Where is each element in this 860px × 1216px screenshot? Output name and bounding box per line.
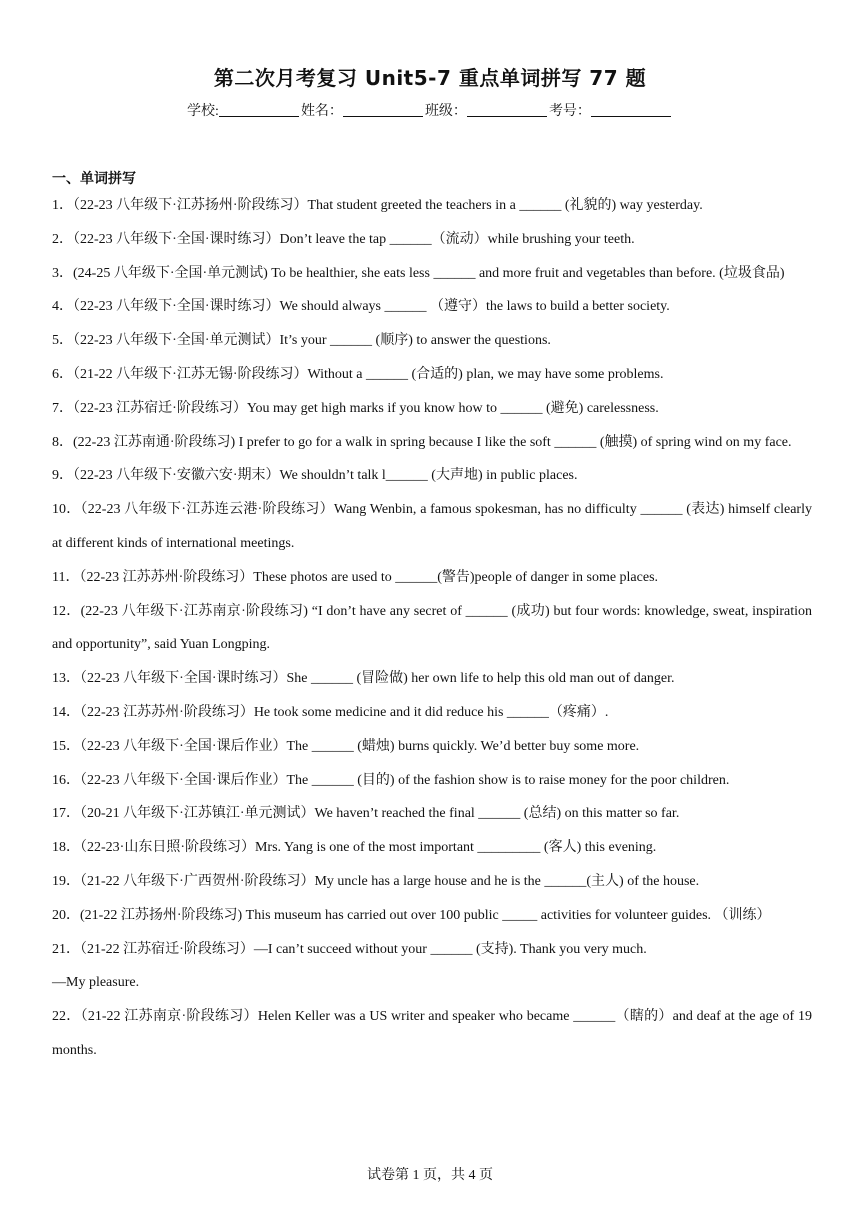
question-item: 3．(24-25 八年级下·全国·单元测试) To be healthier, she eats less ______ and more fruit and vegetables than before. (垃圾食品) [52, 265, 785, 281]
student-info-line [0, 100, 860, 120]
name-blank[interactable] [343, 103, 423, 117]
question-item: 17．（20-21 八年级下·江苏镇江·单元测试）We haven’t reached the final ______ (总结) on this matter so far. [52, 806, 680, 822]
question-item: 5．（22-23 八年级下·全国·单元测试）It’s your ______ (顺序) to answer the questions. [52, 333, 551, 349]
page-title: 第二次月考复习 Unit5-7 重点单词拼写 77 题 [213, 66, 647, 90]
question-item: 2．（22-23 八年级下·全国·课时练习）Don’t leave the tap ______（流动）while brushing your teeth. [52, 231, 635, 247]
question-item: 14．（22-23 江苏苏州·阶段练习）He took some medicine and it did reduce his ______（疼痛）. [52, 704, 609, 720]
question-item: 15．（22-23 八年级下·全国·课后作业）The ______ (蜡烛) burns quickly. We’d better buy some more. [52, 738, 640, 754]
class-blank[interactable] [467, 103, 547, 117]
question-item: 4．（22-23 八年级下·全国·课时练习）We should always ______ （遵守）the laws to build a better society. [52, 299, 670, 315]
question-item: 16．（22-23 八年级下·全国·课后作业）The ______ (目的) of the fashion show is to raise money for the poor children. [52, 772, 730, 788]
question-item: 11．（22-23 江苏苏州·阶段练习）These photos are used to ______(警告)people of danger in some places. [52, 569, 659, 585]
section-heading: 一、单词拼写 [52, 171, 136, 187]
question-item: 9．（22-23 八年级下·安徽六安·期末）We shouldn’t talk l______ (大声地) in public places. [52, 468, 578, 484]
question-item: 8．(22-23 江苏南通·阶段练习) I prefer to go for a walk in spring because I like the soft ______ (触摸) of spring wind on my face. [52, 434, 792, 450]
class-label: 班级： [424, 104, 467, 119]
school-label: 学校: [187, 104, 219, 119]
question-list [52, 189, 812, 1068]
question-item: 19．（21-22 八年级下·广西贺州·阶段练习）My uncle has a large house and he is the ______(主人) of the house. [52, 873, 700, 889]
question-item: 7．（22-23 江苏宿迁·阶段练习）You may get high marks if you know how to ______ (避免) carelessness. [52, 400, 659, 416]
question-answer-line: —My pleasure. [52, 975, 140, 991]
question-item: 18．（22-23·山东日照·阶段练习）Mrs. Yang is one of the most important _________ (客人) this evening. [52, 840, 657, 856]
question-item: 6．（21-22 八年级下·江苏无锡·阶段练习）Without a ______ (合适的) plan, we may have some problems. [52, 366, 664, 382]
exam-number-label: 考号： [548, 104, 591, 119]
exam-number-blank[interactable] [591, 103, 671, 117]
page-footer: 试卷第 1 页，共 4 页 [367, 1168, 493, 1183]
question-item: 13．（22-23 八年级下·全国·课时练习）She ______ (冒险做) her own life to help this old man out of danger. [52, 671, 675, 687]
question-item: 22．（21-22 江苏南京·阶段练习）Helen Keller was a US writer and speaker who became ______（瞎的）and deaf at the age of 19 months. [52, 1009, 812, 1058]
question-item: 1．（22-23 八年级下·江苏扬州·阶段练习）That student greeted the teachers in a ______ (礼貌的) way yesterday. [52, 198, 703, 213]
question-item: 21．（21-22 江苏宿迁·阶段练习）—I can’t succeed without your ______ (支持). Thank you very much. [52, 941, 647, 957]
question-item: 12．(22-23 八年级下·江苏南京·阶段练习) “I don’t have any secret of ______ (成功) but four words: knowledge, sweat, inspiration and opportunity”, said Yuan Longping. [52, 603, 812, 653]
name-label: 姓名： [300, 104, 343, 119]
question-item: 20．(21-22 江苏扬州·阶段练习) This museum has carried out over 100 public _____ activities for volunteer guides. （训练） [52, 907, 771, 923]
question-item: 10．（22-23 八年级下·江苏连云港·阶段练习）Wang Wenbin, a famous spokesman, has no difficulty ______ (表达) himself clearly at different kinds of international meetings. [52, 502, 812, 551]
school-blank[interactable] [219, 103, 299, 117]
